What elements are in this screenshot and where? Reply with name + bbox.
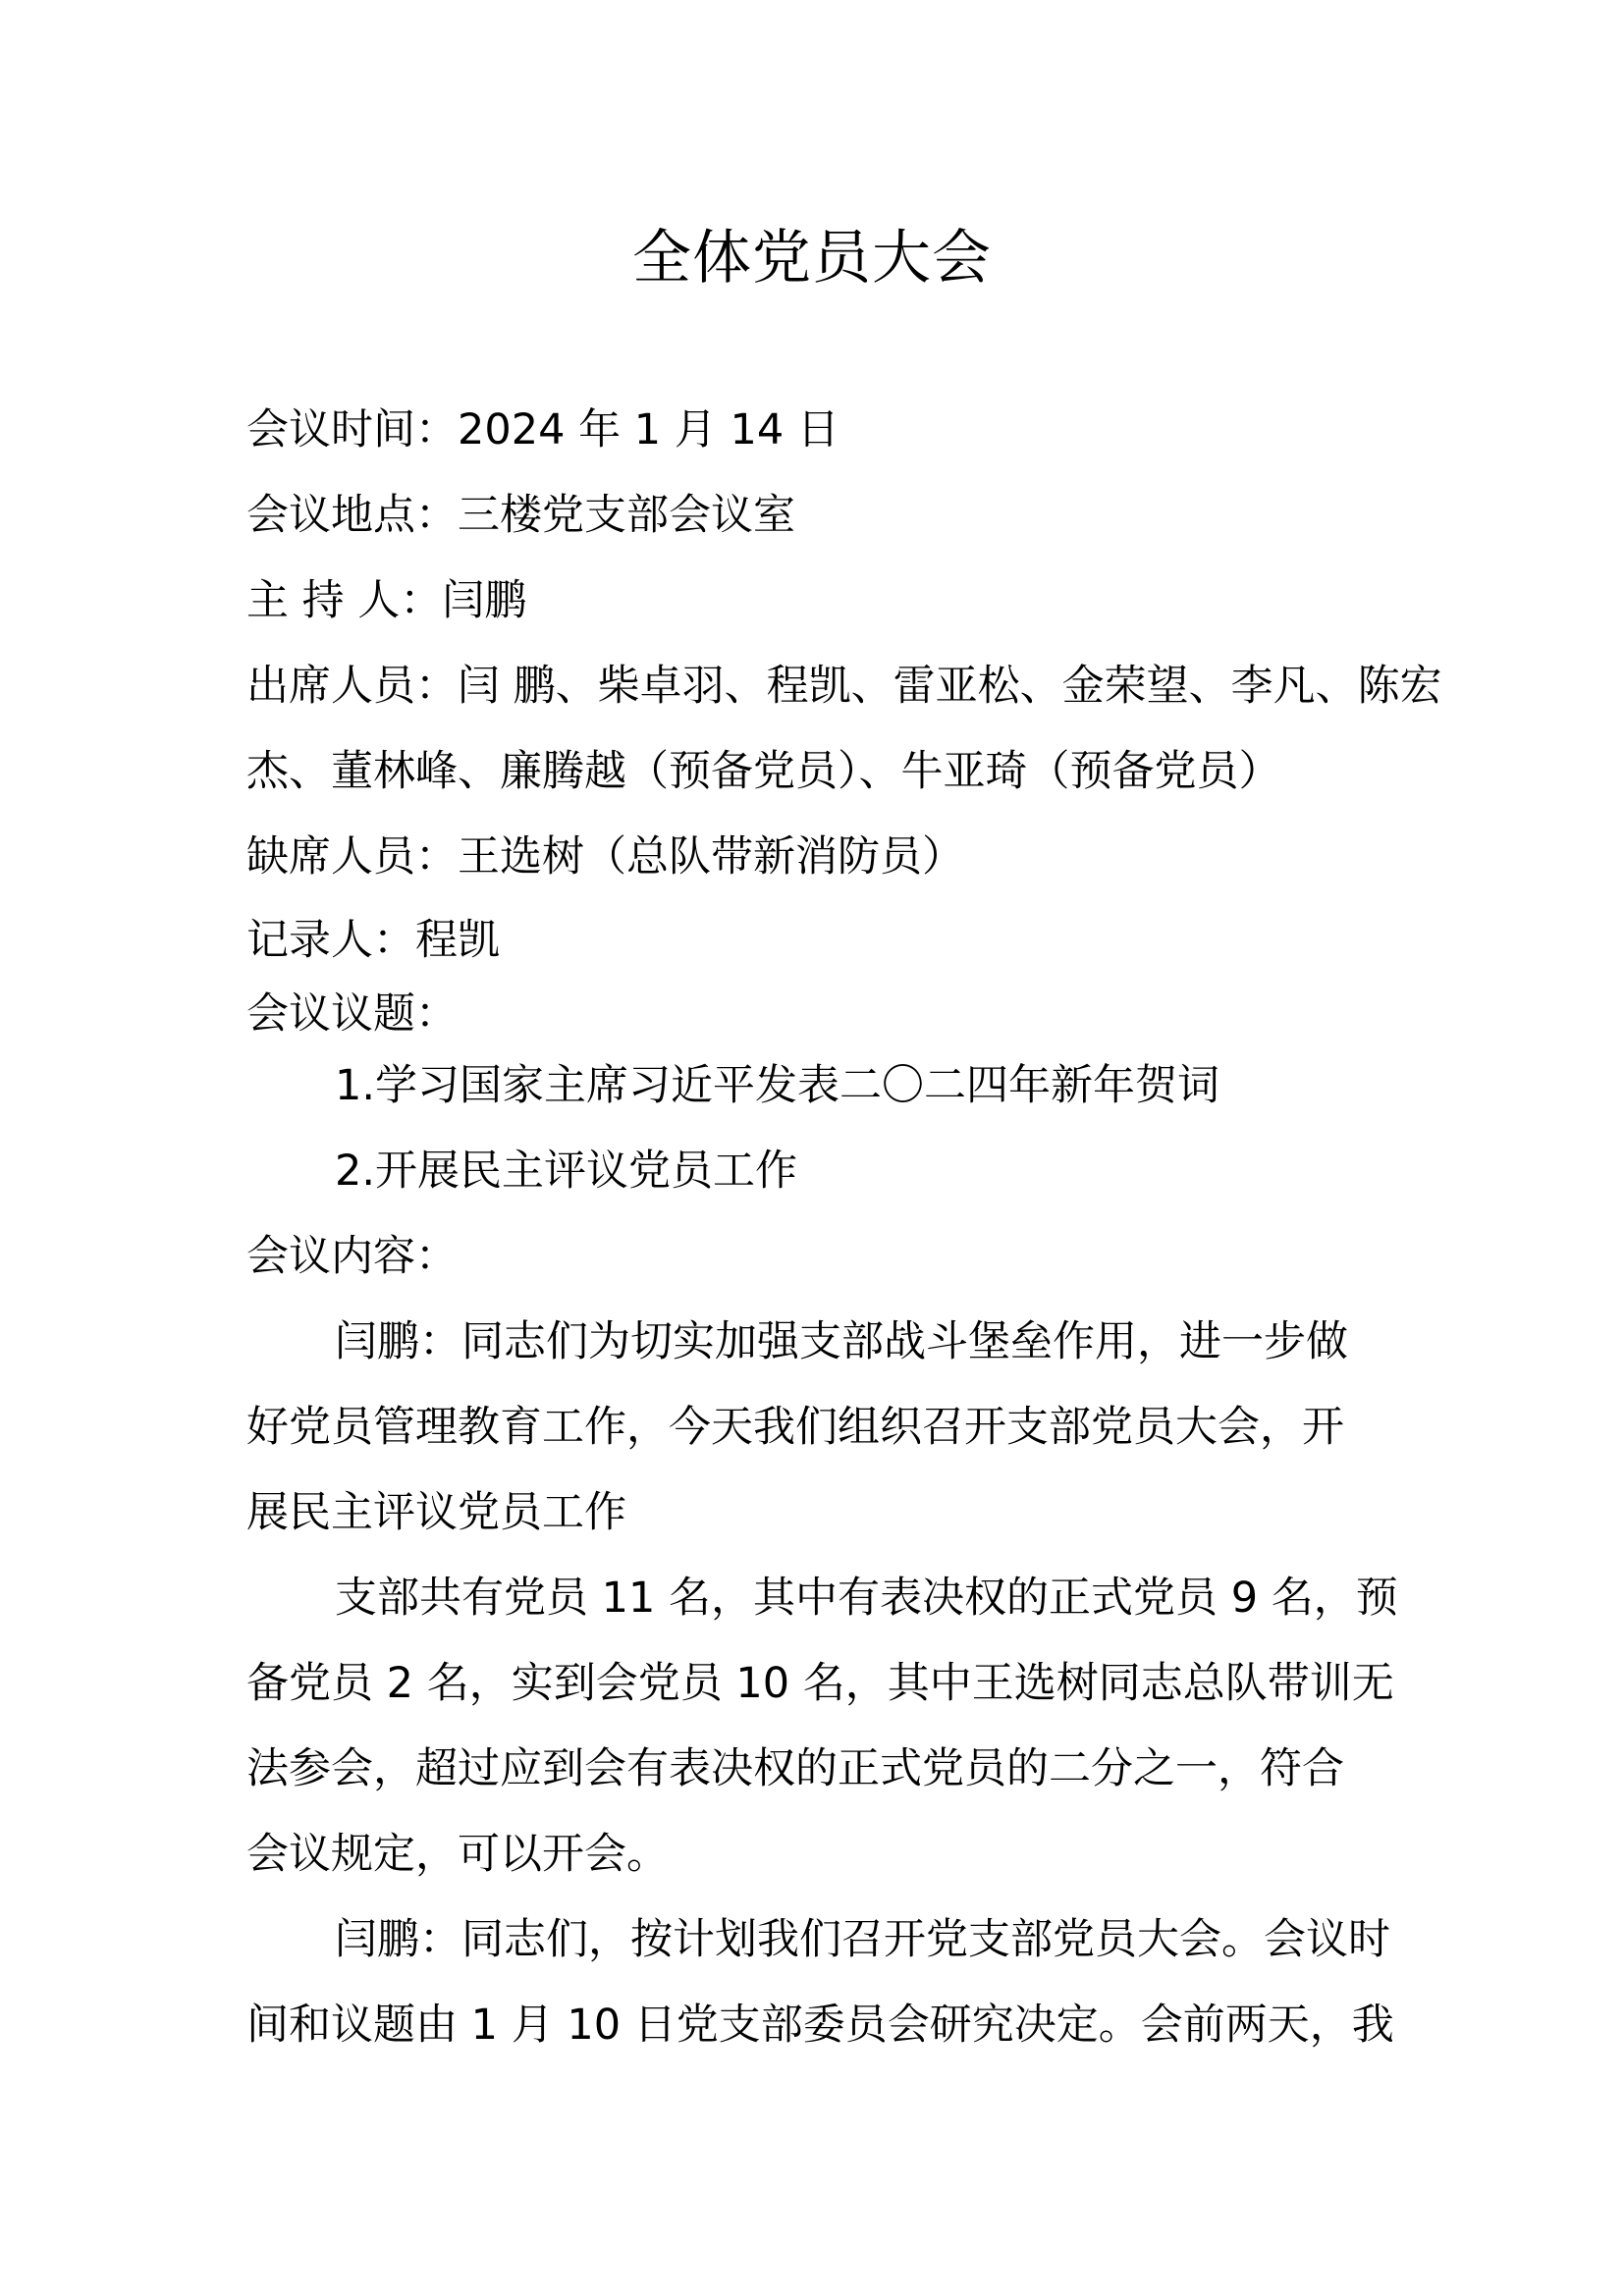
host-line: 主 持 人：闫鹏: [246, 576, 527, 625]
agenda-heading: 会议议题：: [246, 989, 458, 1039]
document-title: 全体党员大会: [632, 224, 992, 293]
paragraph-3-line-1: 闫鹏：同志们，按计划我们召开党支部党员大会。会议时: [335, 1915, 1390, 1964]
paragraph-1-line-1: 闫鹏：同志们为切实加强支部战斗堡垒作用，进一步做: [335, 1317, 1348, 1366]
paragraph-2-line-2: 备党员 2 名，实到会党员 10 名，其中王选树同志总队带训无: [246, 1659, 1394, 1708]
paragraph-1-line-2: 好党员管理教育工作，今天我们组织召开支部党员大会，开: [246, 1403, 1344, 1452]
paragraph-2-line-3: 法参会，超过应到会有表决权的正式党员的二分之一，符合: [246, 1744, 1344, 1793]
agenda-item-1: 1.学习国家主席习近平发表二〇二四年新年贺词: [335, 1061, 1220, 1110]
paragraph-2-line-4: 会议规定，可以开会。: [246, 1830, 669, 1879]
paragraph-3-line-2: 间和议题由 1 月 10 日党支部委员会研究决定。会前两天，我: [246, 2001, 1394, 2050]
meeting-location-line: 会议地点：三楼党支部会议室: [246, 491, 795, 540]
attendees-line-2: 杰、董林峰、廉腾越（预备党员）、牛亚琦（预备党员）: [246, 747, 1281, 796]
paragraph-2-line-1: 支部共有党员 11 名，其中有表决权的正式党员 9 名，预: [335, 1574, 1398, 1623]
attendees-line-1: 出席人员：闫 鹏、柴卓羽、程凯、雷亚松、金荣望、李凡、陈宏: [246, 662, 1442, 711]
agenda-item-2: 2.开展民主评议党员工作: [335, 1147, 798, 1196]
recorder-line: 记录人：程凯: [246, 916, 500, 965]
meeting-time-line: 会议时间：2024 年 1 月 14 日: [246, 405, 839, 454]
absentees-line: 缺席人员：王选树（总队带新消防员）: [246, 832, 964, 881]
content-heading: 会议内容：: [246, 1232, 458, 1281]
paragraph-1-line-3: 展民主评议党员工作: [246, 1488, 626, 1537]
